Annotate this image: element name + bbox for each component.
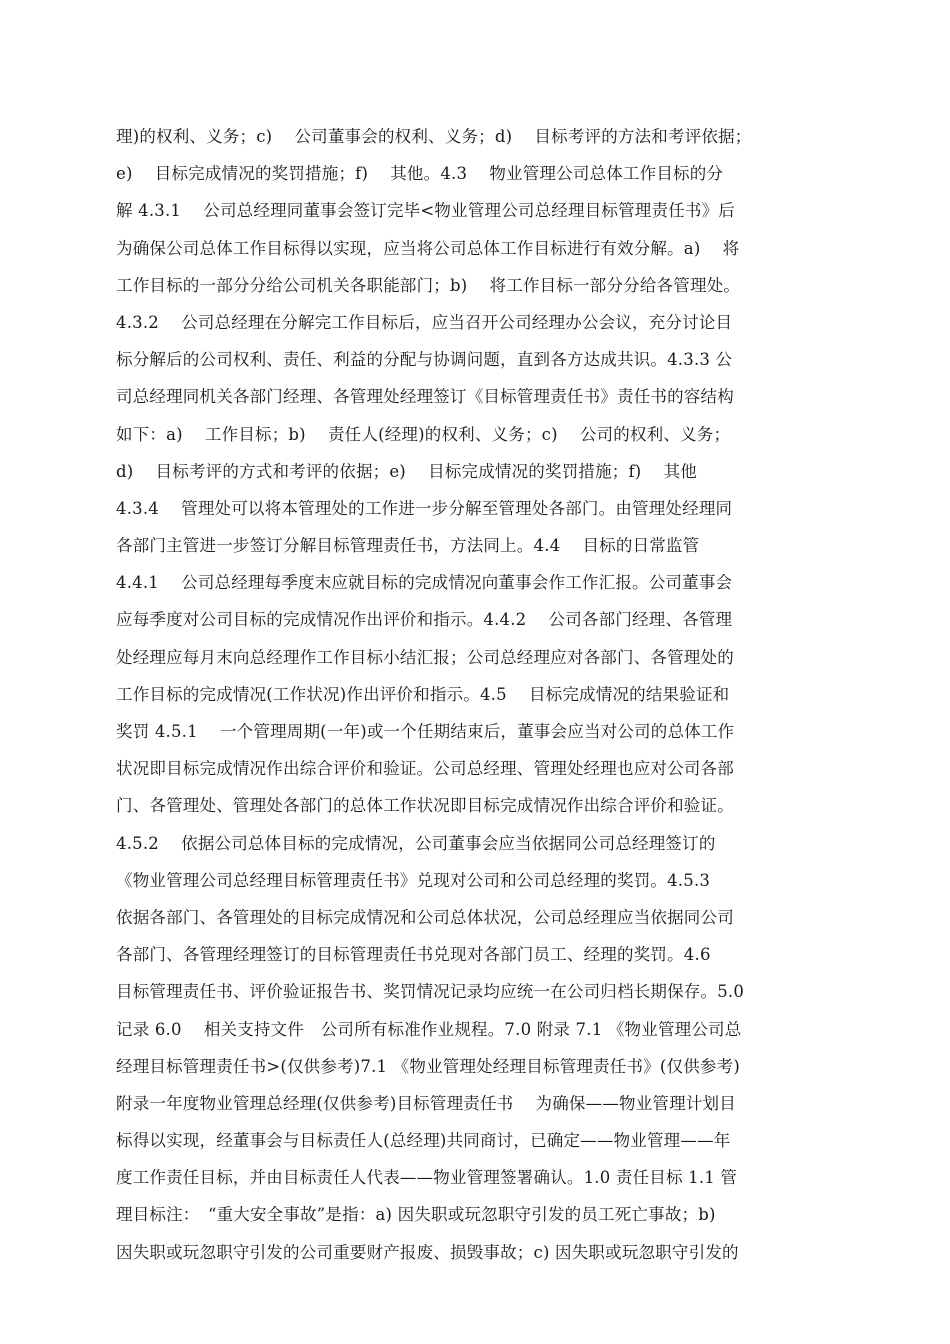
text-line: 《物业管理公司总经理目标管理责任书》兑现对公司和公司总经理的奖罚。4.5.3 (116, 870, 711, 890)
text-line: 附录一年度物业管理总经理(仅供参考)目标管理责任书 为确保——物业管理计划目 (116, 1093, 736, 1113)
text-line: 4.3.2 公司总经理在分解完工作目标后，应当召开公司经理办公会议，充分讨论目 (116, 312, 733, 332)
text-line: 门、各管理处、管理处各部门的总体工作状况即目标完成情况作出综合评价和验证。 (116, 796, 734, 816)
text-line: 标分解后的公司权利、责任、利益的分配与协调问题，直到各方达成共识。4.3.3 公 (116, 350, 733, 370)
text-line: 工作目标的一部分分给公司机关各职能部门；b) 将工作目标一部分分给各管理处。 (116, 275, 741, 295)
text-line: 4.5.2 依据公司总体目标的完成情况，公司董事会应当依据同公司总经理签订的 (116, 833, 716, 853)
text-line: 度工作责任目标，并由目标责任人代表——物业管理签署确认。1.0 责任目标 1.1 管 (116, 1168, 738, 1188)
document-body (116, 118, 846, 1271)
text-line: 解 4.3.1 公司总经理同董事会签订完毕<物业管理公司总经理目标管理责任书》后 (116, 201, 735, 221)
text-line: 司总经理同机关各部门经理、各管理处经理签订《目标管理责任书》责任书的容结构 (116, 387, 734, 407)
text-line: 各部门主管进一步签订分解目标管理责任书，方法同上。4.4 目标的日常监管 (116, 536, 700, 556)
text-line: 工作目标的完成情况(工作状况)作出评价和指示。4.5 目标完成情况的结果验证和 (116, 684, 730, 704)
text-line: 经理目标管理责任书>(仅供参考)7.1 《物业管理处经理目标管理责任书》(仅供参考) (116, 1056, 740, 1076)
text-line: 理目标注： “重大安全事故”是指：a) 因失职或玩忽职守引发的员工死亡事故；b) (116, 1205, 716, 1225)
text-line: 目标管理责任书、评价验证报告书、奖罚情况记录均应统一在公司归档长期保存。5.0 (116, 982, 745, 1002)
text-line: 处经理应每月末向总经理作工作目标小结汇报；公司总经理应对各部门、各管理处的 (116, 647, 734, 667)
text-line: 奖罚 4.5.1 一个管理周期(一年)或一个任期结束后，董事会应当对公司的总体工作 (116, 722, 735, 741)
text-line: 为确保公司总体工作目标得以实现，应当将公司总体工作目标进行有效分解。a) 将 (116, 238, 740, 258)
text-line: 各部门、各管理经理签订的目标管理责任书兑现对各部门员工、经理的奖罚。4.6 (116, 945, 711, 965)
text-line: d) 目标考评的方式和考评的依据；e) 目标完成情况的奖罚措施；f) 其他 (116, 461, 697, 481)
text-line: 因失职或玩忽职守引发的公司重要财产报废、损毁事故；c) 因失职或玩忽职守引发的 (116, 1242, 739, 1262)
text-line: e) 目标完成情况的奖罚措施；f) 其他。4.3 物业管理公司总体工作目标的分 (116, 164, 724, 184)
text-line: 应每季度对公司目标的完成情况作出评价和指示。4.4.2 公司各部门经理、各管理 (116, 610, 733, 630)
text-line: 理)的权利、义务；c) 公司董事会的权利、义务；d) 目标考评的方法和考评依据； (116, 127, 752, 146)
text-line: 标得以实现，经董事会与目标责任人(总经理)共同商讨，已确定——物业管理——年 (116, 1131, 731, 1151)
text-line: 记录 6.0 相关支持文件 公司所有标准作业规程。7.0 附录 7.1 《物业管理公司总 (116, 1019, 742, 1039)
text-line: 4.4.1 公司总经理每季度末应就目标的完成情况向董事会作工作汇报。公司董事会 (116, 573, 733, 593)
text-line: 依据各部门、各管理处的目标完成情况和公司总体状况，公司总经理应当依据同公司 (116, 907, 734, 927)
text-line: 如下：a) 工作目标；b) 责任人(经理)的权利、义务；c) 公司的权利、义务； (116, 424, 731, 444)
text-line: 4.3.4 管理处可以将本管理处的工作进一步分解至管理处各部门。由管理处经理同 (116, 498, 733, 518)
text-line: 状况即目标完成情况作出综合评价和验证。公司总经理、管理处经理也应对公司各部 (116, 759, 734, 779)
